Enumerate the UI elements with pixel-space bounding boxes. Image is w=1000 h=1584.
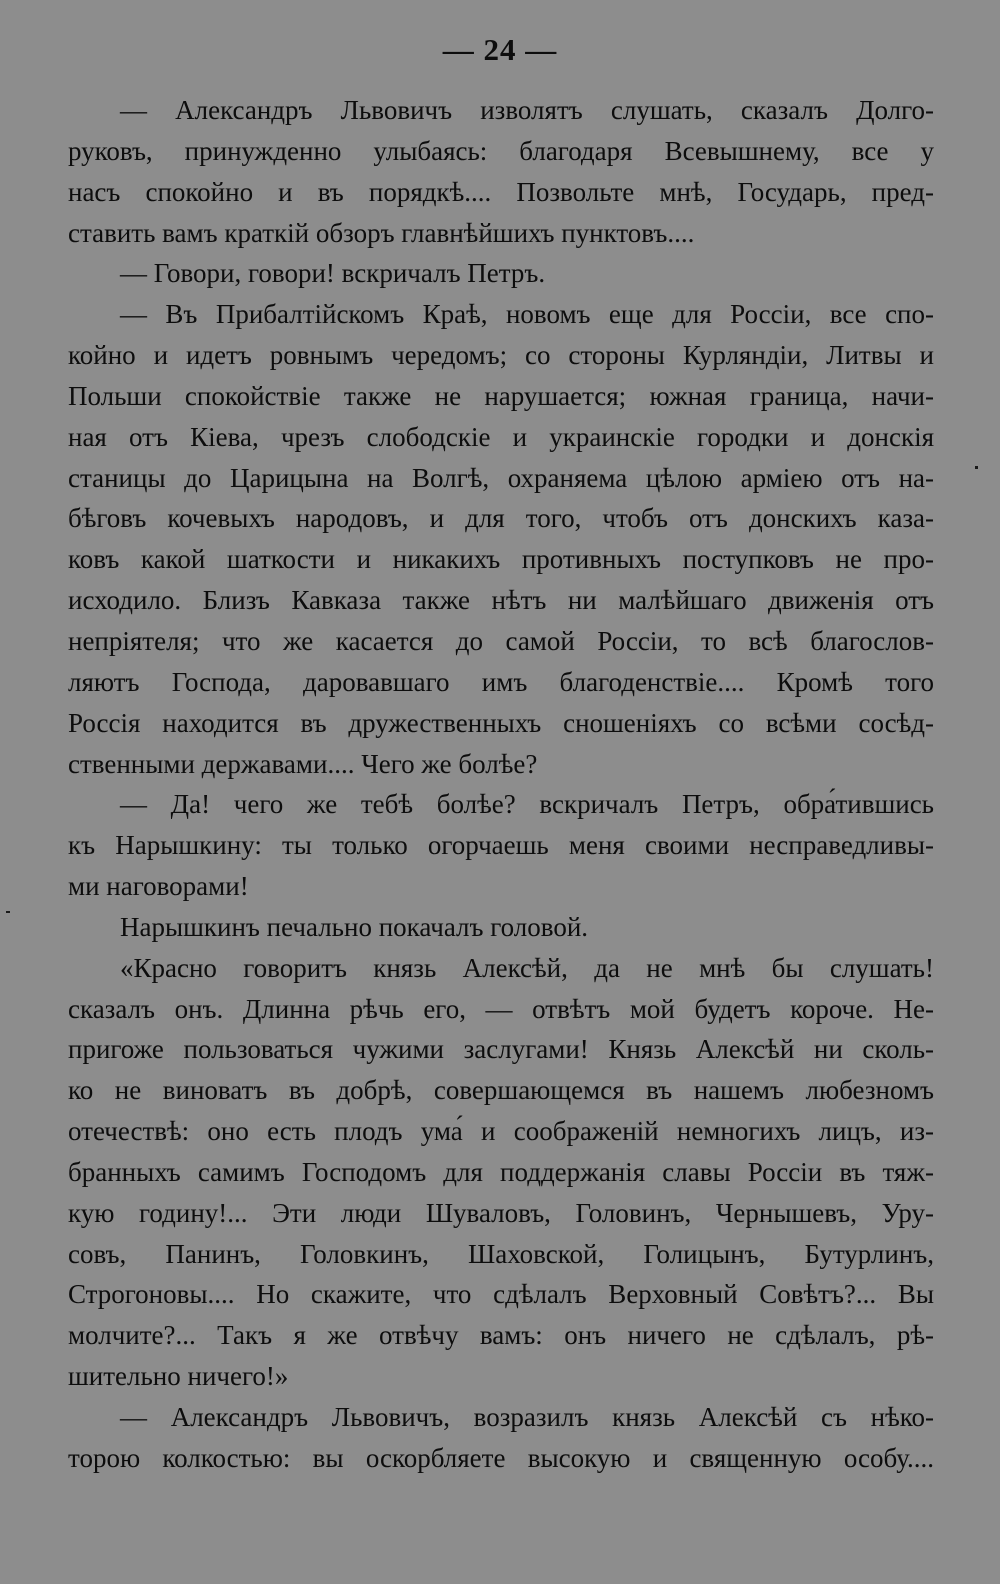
line: насъ спокойно и въ порядкѣ.... Позвольте мнѣ, Государь, пред- bbox=[68, 176, 934, 207]
line: руковъ, принужденно улыбаясь: благодаря Всевышнему, все у bbox=[68, 135, 934, 166]
line: бѣговъ кочевыхъ народовъ, и для того, чтобъ отъ донскихъ каза- bbox=[68, 503, 934, 534]
line: «Красно говоритъ князь Алексѣй, да не мнѣ бы слушать! bbox=[120, 952, 934, 983]
line: ко не виноватъ въ добрѣ, совершающемся въ нашемъ любезномъ bbox=[68, 1075, 934, 1106]
line: къ Нарышкину: ты только огорчаешь меня своими несправедливы- bbox=[68, 830, 934, 861]
line: — Александръ Львовичъ изволятъ слушать, сказалъ Долго- bbox=[120, 95, 934, 125]
line: молчите?... Такъ я же отвѣчу вамъ: онъ ничего не сдѣлалъ, рѣ- bbox=[68, 1320, 934, 1351]
stray-ink-mark bbox=[6, 911, 10, 913]
line: ставить вамъ краткій обзоръ главнѣйшихъ пунктовъ.... bbox=[68, 217, 695, 248]
stray-ink-mark bbox=[975, 466, 978, 469]
line: непріятеля; что же касается до самой Россіи, то всѣ благослов- bbox=[68, 625, 934, 656]
line: — Въ Прибалтійскомъ Краѣ, новомъ еще для Россіи, все спо- bbox=[120, 299, 934, 330]
line: отечествѣ: оно есть плодъ ума́ и соображеній немногихъ лицъ, из- bbox=[68, 1116, 934, 1147]
line: станицы до Царицына на Волгѣ, охраняема цѣлою арміею отъ на- bbox=[68, 462, 934, 493]
line: шительно ничего!» bbox=[68, 1361, 289, 1392]
line: — Александръ Львовичъ, возразилъ князь Алексѣй съ нѣко- bbox=[120, 1402, 934, 1432]
line: кую годину!... Эти люди Шуваловъ, Головинъ, Чернышевъ, Уру- bbox=[68, 1197, 934, 1228]
line: койно и идетъ ровнымъ чередомъ; со стороны Курляндіи, Литвы и bbox=[68, 340, 934, 371]
line: ственными державами.... Чего же болѣе? bbox=[68, 748, 538, 779]
line: — Да! чего же тебѣ болѣе? вскричалъ Петръ, обра́тившись bbox=[120, 789, 934, 820]
line: ковъ какой шаткости и никакихъ противныхъ поступковъ не про- bbox=[68, 544, 934, 575]
page-number: — 24 — bbox=[442, 32, 558, 67]
line: Польши спокойствіе также не нарушается; южная граница, начи- bbox=[68, 380, 934, 411]
line: Нарышкинъ печально покачалъ головой. bbox=[120, 911, 589, 942]
line: бранныхъ самимъ Господомъ для поддержанія славы Россіи въ тяж- bbox=[68, 1156, 934, 1187]
line: торою колкостью: вы оскорбляете высокую и священную особу.... bbox=[68, 1442, 934, 1473]
line: совъ, Панинъ, Головкинъ, Шаховской, Голицынъ, Бутурлинъ, bbox=[68, 1238, 934, 1269]
line: сказалъ онъ. Длинна рѣчь его, — отвѣтъ мой будетъ короче. Не- bbox=[68, 993, 934, 1024]
line: Россія находится въ дружественныхъ сношеніяхъ со всѣми сосѣд- bbox=[68, 707, 934, 738]
line: ми наговорами! bbox=[68, 871, 249, 902]
line: ляютъ Господа, даровавшаго имъ благоденствіе.... Кромѣ того bbox=[68, 666, 934, 697]
line: исходило. Близъ Кавказа также нѣтъ ни малѣйшаго движенія отъ bbox=[68, 585, 934, 616]
line: ная отъ Кіева, чрезъ слободскіе и украинскіе городки и донскія bbox=[68, 421, 934, 452]
line: Строгоновы.... Но скажите, что сдѣлалъ Верховный Совѣтъ?... Вы bbox=[68, 1279, 934, 1310]
line: пригоже пользоваться чужими заслугами! Князь Алексѣй ни сколь- bbox=[68, 1034, 934, 1065]
line: — Говори, говори! вскричалъ Петръ. bbox=[120, 258, 546, 289]
body-text bbox=[68, 90, 934, 1479]
